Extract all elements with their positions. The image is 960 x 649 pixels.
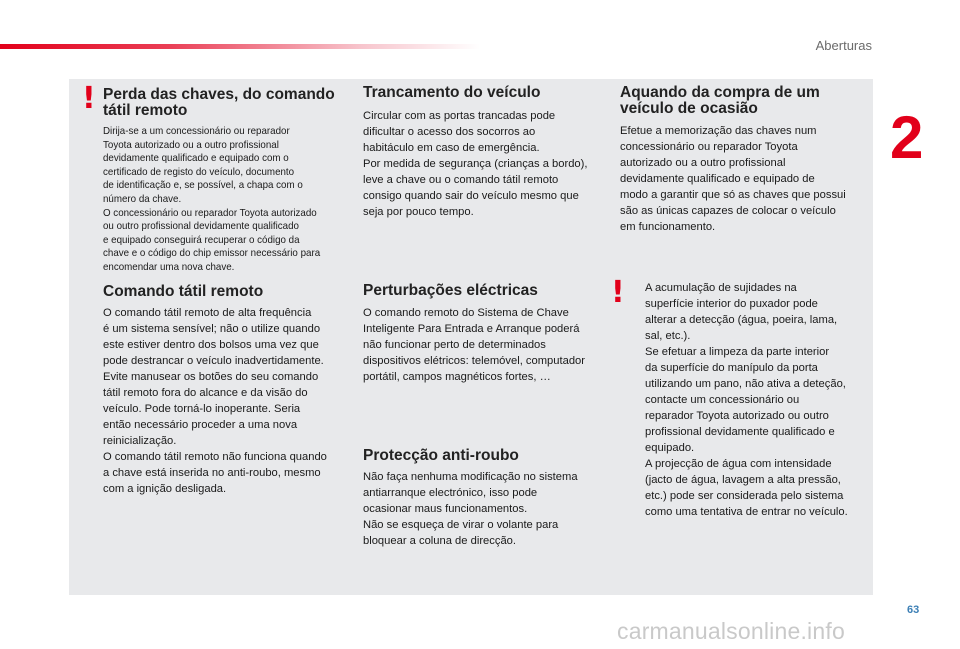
dirt-warning-text: A acumulação de sujidades na superfície interior do puxador pode alterar a detecção (água, poeira, lama, sal, etc.). Se efetuar a limpeza da parte interior da superfície do manípulo da porta utilizando um pano, não ativa a deteção, contacte um concessionário ou reparador Toyota autorizado ou outro profissional devidamente qualificado e equipado. A projecção de água com intensidade (jacto de água, lavagem a alta pressão, etc.) pode ser considerada pelo sistema como uma tentativa de entrar no veículo.: [645, 282, 848, 518]
antitheft-text: Não faça nenhuma modificação no sistema antiarranque electrónico, isso pode ocasionar maus funcionamentos. Não se esqueça de virar o volante para bloquear a coluna de direcção.: [363, 471, 578, 547]
antitheft-heading: Protecção anti-roubo: [363, 447, 519, 464]
lost-keys-text: Dirija-se a um concessionário ou reparador Toyota autorizado ou a outro profissional devidamente qualificado e equipado com o certificado de registo do veículo, documento de identificação e, se possível, a chapa com o número da chave. O concessionário ou reparador Toyota autorizado ou outro profissional devidamente qualificado e equipado conseguirá recuperar o código da chave e o código do chip emissor necessário para encomendar uma nova chave.: [103, 125, 321, 273]
warning-icon: !: [611, 275, 625, 310]
used-vehicle-heading: Aquando da compra de um veículo de ocasião: [620, 84, 820, 117]
remote-heading: Comando tátil remoto: [103, 283, 264, 300]
watermark: carmanualsonline.info: [617, 618, 845, 644]
page-number: 63: [907, 604, 920, 616]
section-title: Aberturas: [815, 38, 872, 53]
content-panel: [69, 79, 873, 595]
electrical-heading: Perturbações eléctricas: [363, 282, 538, 299]
remote-text: O comando tátil remoto de alta frequência é um sistema sensível; não o utilize quando este estiver dentro dos bolsos uma vez que pode destrancar o veículo inadvertidamente. Evite manusear os botões do seu comando tátil remoto fora do alcance e da visão do veículo. Pode torná-lo inoperante. Seria então necessário proceder a uma nova reinicialização. O comando tátil remoto não funciona quando a chave está inserida no anti-roubo, mesmo com a ignição desligada.: [103, 307, 327, 495]
header-accent-bar: [0, 44, 480, 49]
electrical-text: O comando remoto do Sistema de Chave Inteligente Para Entrada e Arranque poderá não funcionar perto de determinados dispositivos elétricos: telemóvel, computador portátil, campos magnéticos fortes, …: [363, 307, 585, 383]
lost-keys-heading: Perda das chaves, do comando tátil remoto: [103, 86, 335, 119]
chapter-number: 2: [890, 104, 924, 171]
locking-heading: Trancamento do veículo: [363, 84, 541, 101]
locking-text: Circular com as portas trancadas pode dificultar o acesso dos socorros ao habitáculo em caso de emergência. Por medida de segurança (crianças a bordo), leve a chave ou o comando tátil remoto consigo quando sair do veículo mesmo que seja por pouco tempo.: [363, 110, 588, 218]
warning-icon: !: [82, 81, 96, 116]
used-vehicle-text: Efetue a memorização das chaves num concessionário ou reparador Toyota autorizado ou a outro profissional devidamente qualificado e equipado de modo a garantir que só as chaves que possui são as únicas capazes de colocar o veículo em funcionamento.: [620, 125, 846, 233]
